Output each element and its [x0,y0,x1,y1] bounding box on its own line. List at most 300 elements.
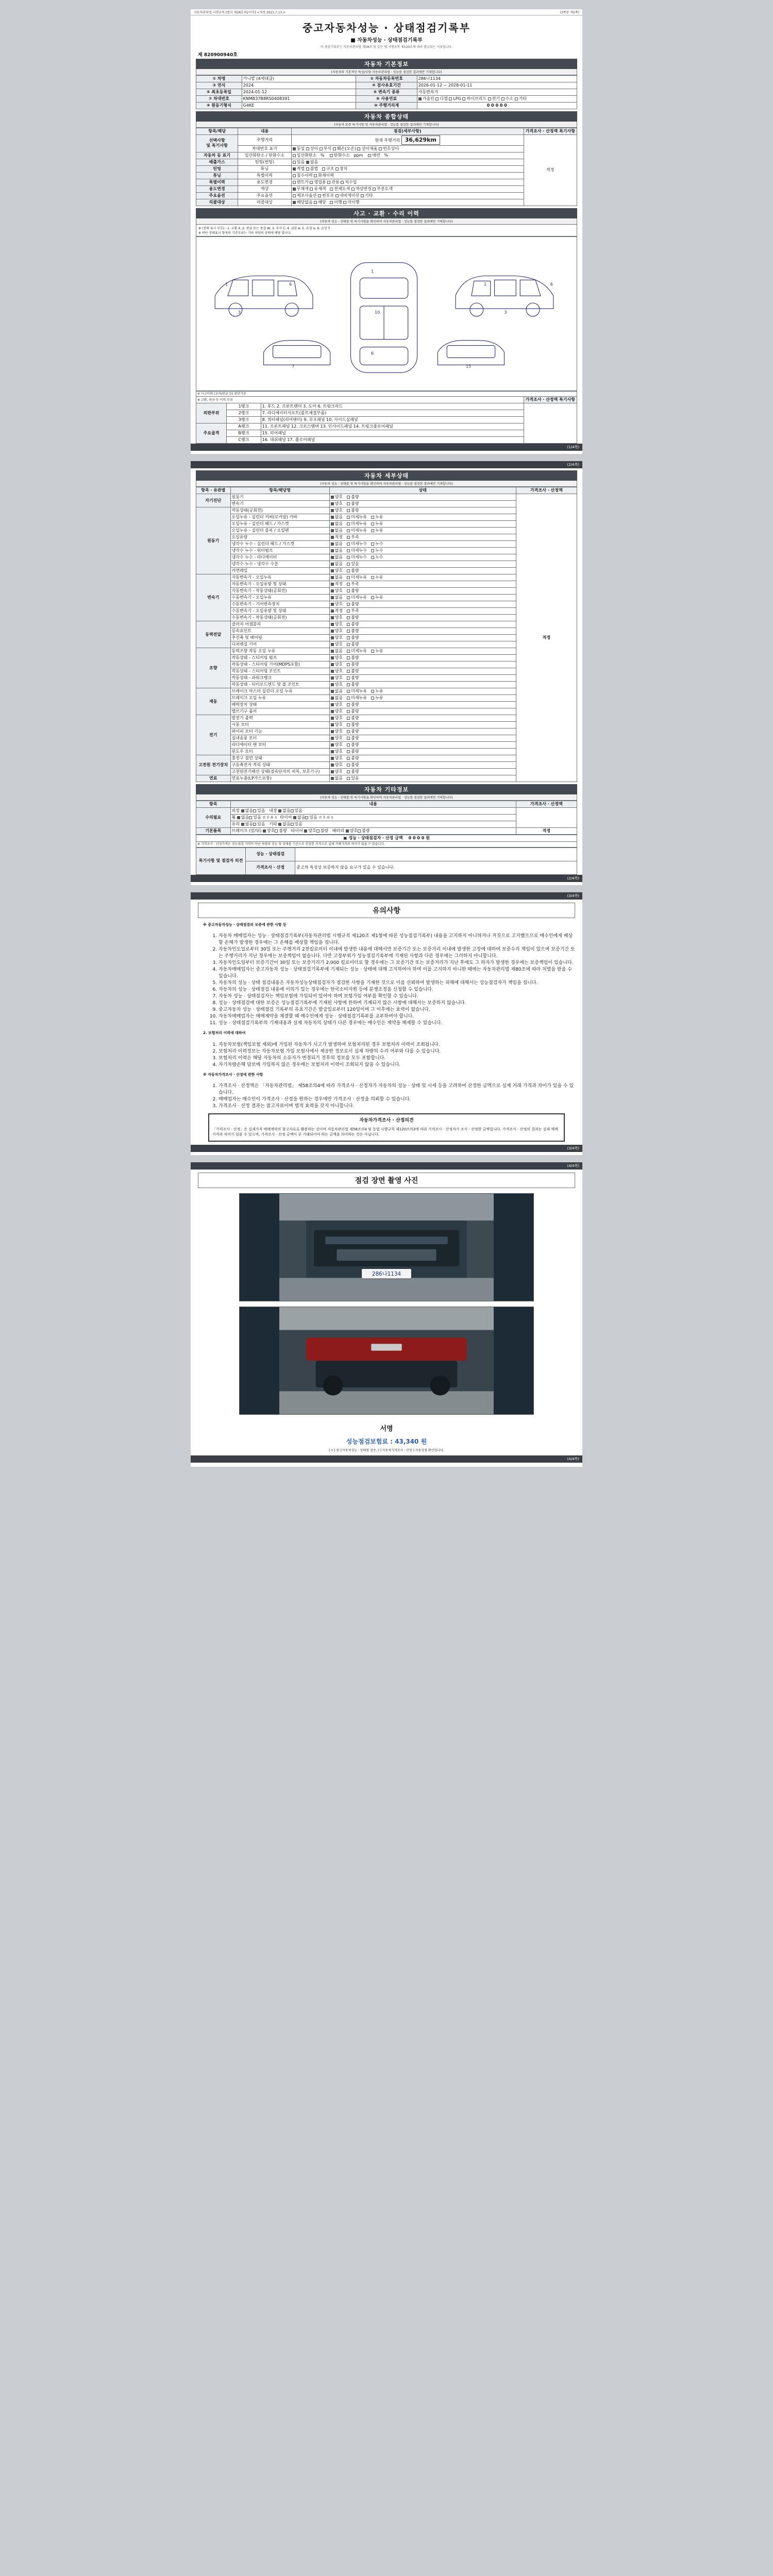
sub-label-exterior: 외장 [231,808,240,814]
table-row [196,397,577,403]
table-row [196,82,577,89]
legend-rank: B랭크 [227,430,261,437]
state-option[interactable]: 미세누수 [347,555,367,560]
detail-item-state[interactable] [329,514,516,521]
state-option[interactable]: 불량 [347,635,359,640]
svg-text:3: 3 [238,310,241,315]
state-option[interactable]: 없음 [331,696,343,700]
state-option[interactable]: 없음 [331,555,343,560]
state-option[interactable]: 양호 [331,635,343,640]
detail-group-label: 전기 [196,715,231,755]
value-inspection-period: 2026-01-12 ~ 2028-01-11 [417,82,577,89]
state-option[interactable]: 양호 [331,642,343,647]
detail-item-state[interactable] [329,588,516,595]
state-option[interactable]: 있음 [347,776,359,781]
svg-text:1: 1 [225,282,228,287]
state-option[interactable]: 미세누유 [347,515,367,519]
legend-sub: ※ 교환, 판금 등 이력 부위 [196,397,524,403]
detail-item-label: 변속기 [230,501,329,507]
state-option[interactable]: 양호 [331,629,343,633]
table-row [196,391,577,397]
notice-item-3: 1. 가격조사 · 산정액은 「자동차관리법」 제58조의4에 따라 가격조사 · 산정자가 자동차의 성능 · 상태 및 시세 등을 고려하여 산정한 금액으로 실제 거래 가격과 차이가 있을 수 있습니다. [219,1082,575,1095]
state-option[interactable]: 미세누유 [347,528,367,533]
cell-usage-detail: 렌트카 영업용 관용 직수입 [291,179,524,185]
state-option[interactable]: 없음 [331,776,343,781]
detail-item-state[interactable] [329,574,516,581]
state-option[interactable]: 양호 [331,675,343,680]
row-label-color: 용도변경 [196,185,238,192]
document-number [198,51,577,58]
detail-item-state[interactable] [329,568,516,574]
cell-repair-glass-etc: 유리 없음 있음 기타 없음 있음 [230,821,516,828]
detail-item-state[interactable] [329,762,516,769]
detail-item-label: 오일누유 - 실린더 헤드 / 가스켓 [230,521,329,528]
state-option[interactable]: 불량 [347,756,359,760]
detail-item-label: 충전구 절연 상태 [230,755,329,762]
table-row [196,835,577,842]
state-option[interactable]: 불량 [347,722,359,727]
detail-item-state[interactable] [329,641,516,648]
page-4 [191,1162,582,1467]
state-option[interactable]: 양호 [331,568,343,573]
state-option[interactable]: 부족 [347,535,359,539]
section-basic-info-note: (자동차의 기본적인 특성/사항 자동차관리법 · 성능를 점검한 결과에만 기재합니다) [196,69,577,75]
state-option[interactable]: 미세누수 [347,541,367,546]
fuel-opt: 하이브리드 [462,96,486,101]
detail-item-label: 작동상태 - 스티어링 기어(MDPS포함) [230,662,329,668]
detail-item-state[interactable] [329,728,516,735]
state-option[interactable]: 누유 [371,515,383,519]
detail-group-label: 제동 [196,688,231,715]
page4-footer: (4/4쪽) [191,1455,582,1463]
photos-title: 점검 장면 촬영 사진 [198,1173,575,1188]
value-car-name: 카니발 (4세대급) [242,76,356,82]
price-opinion-text: 「가격조사 · 산정」은 실제가격 매매계약의 참고자료로 활용하는 것이며 자동차관리법 제58조의4 및 동법 시행규칙 제120조의3에 따라 가격조사 · 산정자가 조사 · 산정한 금액입니다. 가격조사 · 산정의 결과는 실제 매매가격과 차이가 있을 수 있으며, 가격조사 · 산정 금액이 곧 거래되어야 하는 금액을 의미하는 것은 아닙니다. [212,1127,558,1137]
detail-item-state[interactable] [329,702,516,708]
state-option[interactable]: 누유 [371,696,383,700]
state-option[interactable]: 있음 [347,562,359,566]
detail-item-state[interactable] [329,628,516,635]
special-row-label-1: 성능 · 상태점검 [246,848,295,861]
svg-text:6: 6 [289,282,292,287]
label-transmission: ⑥ 변속기 종류 [356,89,417,96]
state-option[interactable]: 부족 [347,608,359,613]
detail-item-state[interactable] [329,668,516,675]
svg-text:15: 15 [465,364,472,369]
row-label-tuning: 틴팅 [196,165,238,172]
label-vin: ⑦ 차대번호 [196,96,242,103]
label-engine-type: ⑨ 원동기형식 [196,103,242,109]
svg-text:7: 7 [292,364,295,369]
table-header-row [196,128,577,135]
detail-item-state[interactable] [329,648,516,655]
state-option[interactable]: 미세누유 [347,689,367,693]
table-row [196,494,577,501]
detail-item-state[interactable] [329,615,516,621]
state-option[interactable]: 양호 [331,736,343,740]
page3-footer: (3/4쪽) [191,1145,582,1152]
detail-item-state[interactable] [329,775,516,782]
detail-item-state[interactable] [329,541,516,548]
state-option[interactable]: 불량 [347,729,359,734]
detail-item-label: 작동상태 - 스티어링 조인트 [230,668,329,675]
detail-item-state[interactable] [329,655,516,662]
detail-group-label: 조향 [196,648,231,688]
detail-item-state[interactable] [329,755,516,762]
detail-item-state[interactable] [329,581,516,588]
state-option[interactable]: 없음 [331,649,343,653]
detail-item-state[interactable] [329,722,516,728]
cell-recall-label: 리콜대상 [238,199,291,206]
legend-parts: 7. 라디에이터서포트(볼트체결부품) [261,410,524,417]
state-option[interactable]: 불량 [347,615,359,620]
state-option[interactable]: 누유 [371,575,383,580]
state-option[interactable]: 불량 [347,709,359,714]
table-row [196,76,577,82]
notice-sub-item: 4. 자기차량손해 담보에 가입하지 않은 경우에는 보험처리 이력이 조회되지 않을 수 있습니다. [219,1061,575,1067]
state-option[interactable]: 양호 [331,709,343,714]
svg-text:6: 6 [550,282,553,287]
detail-item-state[interactable] [329,534,516,541]
fuel-opt: 수소 [501,96,513,101]
detail-item-state[interactable] [329,688,516,695]
state-option[interactable]: 불량 [347,742,359,747]
row-label-basic-items: 기본품목 [196,828,231,835]
table-row [196,179,577,185]
value-plate-no: 286나1134 [417,76,577,82]
cell-history-detail: 침수이력 화재이력 [291,172,524,179]
label-first-reg: ⑤ 최초등록일 [196,89,242,96]
th-price: 가격조사 · 산정액 [516,487,577,494]
page4-topbar [191,1162,582,1170]
accident-note-1: ※ (상태 표시 부호) : 1. 교환 X, 2. 판금 또는 용접 W, 3. 부식 C, 4. 긁힘 A, 5. 요철 U, 6. 손상 T [198,226,330,230]
notice-item-3: 3. 가격조사 · 산정 결과는 참고자료이며 법적 효력을 갖지 아니합니다. [219,1102,575,1109]
sub-label-wheel: 휠 [231,815,236,820]
detail-item-state[interactable] [329,521,516,528]
notice-item: 10. 자동차매매업자는 매매계약을 체결할 때 매수인에게 성능 · 상태점검기록부를 교부하여야 합니다. [219,1012,575,1019]
detail-item-label: 브레이크 마스터 실린더 오일 누유 [230,688,329,695]
row-label-usage: 특별이력 [196,179,238,185]
detail-item-state[interactable] [329,742,516,749]
detail-item-state[interactable] [329,675,516,682]
state-option[interactable]: 불량 [347,501,359,506]
state-option[interactable]: 없음 [331,575,343,580]
row-label-repair-needed: 수리필요 [196,808,231,828]
notice-title: 유의사항 [198,903,575,918]
detail-item-label: 수동변속기 - 기어변속장치 [230,601,329,608]
state-option[interactable]: 양호 [331,756,343,760]
detail-item-label: 작동상태 - 파워크랭크 [230,675,329,682]
state-option[interactable]: 양호 [331,655,343,660]
state-option[interactable]: 불량 [347,568,359,573]
state-option[interactable]: 없음 [331,541,343,546]
state-option[interactable]: 부족 [347,582,359,586]
state-option[interactable]: 불량 [347,622,359,626]
row-label-options: 주요옵션 [196,192,238,199]
notice-item: 6. 자동차의 성능 · 상태점검 내용에 이의가 있는 경우에는 한국소비자원 등에 분쟁조정을 신청할 수 있습니다. [219,986,575,992]
state-option[interactable]: 양호 [331,769,343,774]
value-odometer-digits: 0 0 0 0 0 [417,103,577,109]
state-option[interactable]: 불량 [347,769,359,774]
detail-item-state[interactable] [329,621,516,628]
fuel-opt: 기타 [515,96,527,101]
state-option[interactable]: 불량 [347,508,359,513]
page-title: 중고자동차성능 · 상태점검기록부 [302,22,470,34]
state-option[interactable]: 양호 [331,729,343,734]
legend-rank: 2랭크 [227,410,261,417]
state-option[interactable]: 양호 [331,722,343,727]
state-option[interactable]: 양호 [331,508,343,513]
state-option[interactable]: 양호 [331,602,343,606]
state-option[interactable]: 양호 [331,762,343,767]
row-label-history: 튜닝 [196,172,238,179]
page-indicator: (3쪽중 제1쪽) [560,11,579,14]
cell-basic-price: 적정 [516,828,577,835]
state-option[interactable]: 양호 [331,702,343,707]
detail-item-label: 자동변속기 - 오일누유 [230,574,329,581]
notice-list-3 [198,1082,575,1109]
state-option[interactable]: 누유 [371,528,383,533]
detail-group-label: 자기진단 [196,494,231,507]
detail-item-state[interactable] [329,635,516,641]
state-option[interactable]: 양호 [331,669,343,673]
detail-item-state[interactable] [329,769,516,775]
special-notes-label: 특기사항 및 점검자 의견 [196,848,246,874]
signature-label: 서명 [380,1425,393,1433]
table-header-row [196,487,577,494]
state-option[interactable]: 양호 [331,716,343,720]
state-option[interactable]: 적정 [331,608,343,613]
state-option[interactable]: 미세누유 [347,696,367,700]
basic-item: 배터리 [332,828,344,834]
state-option[interactable]: 없음 [331,595,343,600]
state-option[interactable]: 양호 [331,501,343,506]
state-option[interactable]: 누유 [371,689,383,693]
section-overall-note: (자동차 보증 특기사항 및 자동차관리법 · 성능를 점검한 결과에만 기재합니다) [196,122,577,128]
state-option[interactable]: 양호 [331,588,343,593]
table-row [196,423,577,430]
overall-condition-table [196,128,577,206]
mileage-prefix: 현재 주행거리 [375,138,400,143]
detail-item-label: 동력조향 작동 오일 누유 [230,648,329,655]
state-option[interactable]: 누유 [371,595,383,600]
th-other-item: 항목 [196,801,231,808]
legend-parts: 1. 후드 2. 프론트팬더 3. 도어 6. 트렁크리드 [261,403,524,410]
detail-group-label: 변속기 [196,574,231,621]
th-content: 내용 [238,128,291,135]
detail-item-state[interactable] [329,708,516,715]
state-option[interactable]: 불량 [347,762,359,767]
detail-item-state[interactable] [329,554,516,561]
state-option[interactable]: 미세누유 [347,575,367,580]
detail-item-label: 구동축전지 격리 상태 [230,762,329,769]
notice-item: 2. 자동차인도일로부터 30일 또는 주행거리 2천킬로미터 이내에 발생한 내용에 대해서만 보증기간 또는 보증거리 이내에 발생한 고장에 대하여 보증수리 책임이 있으며 보증기간 또는 주행거리가 지난 경우에는 보증책임이 없습니다. 다만 고장부위가 성능점검기록부에 기재된 사항과 다른 경우에는 그러하지 아니합니다. [219,945,575,959]
row-label-recall: 리콜대상 [196,199,238,206]
detail-item-state[interactable] [329,601,516,608]
detail-item-state[interactable] [329,715,516,722]
table-row [196,199,577,206]
section-overall-title: 자동차 종합상태 [196,111,577,122]
legend-rank: A랭크 [227,423,261,430]
state-option[interactable]: 불량 [347,629,359,633]
state-option[interactable]: 양호 [331,742,343,747]
state-option[interactable]: 누수 [371,541,383,546]
sub-label-tire: 타이어 [280,815,292,820]
state-option[interactable]: 양호 [331,749,343,754]
legend-rank: 1랭크 [227,403,261,410]
photo-2-svg [240,1307,533,1414]
state-option[interactable]: 양호 [331,615,343,620]
state-option[interactable]: 불량 [347,662,359,667]
value-first-reg: 2024-01-12 [242,89,356,96]
accident-note-2: ※ 하단 상태표시 항목의 기준부위는 기타 차량의 상태에 해당 합니다. [198,231,292,235]
basic-info-table [196,75,577,109]
table-row [196,828,577,835]
notice-item: 5. 자동차의 성능 · 상태 점검내용은 자동차성능상태점검자가 점검한 사항을 기재한 것으로 이를 신뢰하여 발생하는 피해에 대해서는 성능점검자가 책임을 집니다. [219,979,575,986]
svg-text:1: 1 [483,282,486,287]
th-group: 항목 · 유관별 [196,487,231,494]
state-option[interactable]: 미세누유 [347,521,367,526]
special-row-value-2: 중고차 특성상 보증하지 않을 요구가 있을 수 있습니다. [295,861,577,874]
detail-item-state[interactable] [329,695,516,702]
state-option[interactable]: 없음 [331,689,343,693]
detail-item-state[interactable] [329,682,516,688]
detail-item-state[interactable] [329,507,516,514]
label-car-name: ① 차명 [196,76,242,82]
detail-group-label: 원동기 [196,507,231,574]
state-option[interactable]: 없음 [331,528,343,533]
detail-item-state[interactable] [329,528,516,534]
cell-mileage-detail [291,135,524,146]
detail-item-state[interactable] [329,561,516,568]
table-row [196,403,577,410]
page1-topbar [191,9,582,15]
state-option[interactable]: 양호 [331,495,343,499]
state-option[interactable]: 누유 [371,521,383,526]
state-option[interactable]: 불량 [347,675,359,680]
table-row [196,145,577,152]
detail-item-state[interactable] [329,735,516,742]
cell-tint-label: 틴팅(썬팅) [238,159,291,165]
cell-repair-ext-int: 외장 없음 있음 내장 없음 있음 [230,808,516,815]
detail-item-state[interactable] [329,494,516,501]
cell-tuning-detail: 적법 불법 구조 장치 [291,165,524,172]
state-option[interactable]: 불량 [347,749,359,754]
section-other-title: 자동차 기타정보 [196,784,577,794]
legend-parts: 8. 쿼터패널(리어팬더) 9. 루프패널 10. 사이드실패널 [261,417,524,423]
state-option[interactable]: 적정 [331,582,343,586]
state-option[interactable]: 불량 [347,655,359,660]
value-vin: KNMB37B8RS0408391 [242,96,356,103]
state-option[interactable]: 불량 [347,495,359,499]
state-option[interactable]: 불량 [347,669,359,673]
doc-number-value: 820900940호 [204,53,238,58]
label-fuel: ⑧ 사용연료 [356,96,417,103]
state-option[interactable]: 적정 [331,535,343,539]
state-option[interactable]: 불량 [347,682,359,687]
detail-item-state[interactable] [329,595,516,601]
state-option[interactable]: 없음 [331,521,343,526]
state-option[interactable]: 누수 [371,548,383,553]
detail-item-state[interactable] [329,749,516,755]
state-option[interactable]: 불량 [347,702,359,707]
tire-positions: 전 후 좌 우 [318,816,334,820]
legend-group-frame: 주요골격 [196,423,227,444]
photos-caption: [ Y ] 중고자동차성능 · 상태점 검증, [ ] 자동차가격조사 · 산정 ] 자동검점 확인업니다. [329,1448,444,1452]
state-option[interactable]: 누수 [371,555,383,560]
state-option[interactable]: 불량 [347,736,359,740]
state-option[interactable]: 불량 [347,716,359,720]
detail-item-state[interactable] [329,548,516,554]
detail-item-label: 추진축 및 베어링 [230,635,329,641]
detail-item-label: 시동 모터 [230,722,329,728]
cell-history-label: 특별이력 [238,172,291,179]
detail-item-state[interactable] [329,662,516,668]
state-option[interactable]: 미세누유 [347,595,367,600]
detail-item-label: 오일누유 - 실린더 블록 / 오일팬 [230,528,329,534]
cell-basic-items: 브레이크 (앞/뒤) 양호 불량 타이어 양호 불량 배터리 양호 불량 [230,828,516,835]
state-option[interactable]: 미세누유 [347,649,367,653]
table-row [196,152,577,159]
state-option[interactable]: 불량 [347,642,359,647]
detail-item-state[interactable] [329,501,516,507]
state-option[interactable]: 양호 [331,682,343,687]
state-option[interactable]: 불량 [347,588,359,593]
detail-item-label: 연료누출(LP가스포함) [230,775,329,782]
page3-topbar [191,892,582,900]
total-price-note: ※ 가격조사 · 산정가격은 성능점검 가격이 아닌 차량의 성능 및 상태를 기준으로 산정한 가격으로 실제 거래가격과 차이가 있을 수 있습니다. [196,842,577,848]
notice-heading-3: ※ 자동차가격조사 · 산정에 관한 사항 [203,1072,263,1077]
wheel-positions: 전 후 좌 우 [262,816,278,820]
detail-item-label: 디퍼렌셜 기어 [230,641,329,648]
table-row [196,417,577,423]
cell-overall-note: 적정 [524,135,577,206]
notice-item: 4. 자동차매매업자는 중고자동차 성능 · 상태점검기록부에 기재되는 성능 · 상태에 대해 고지하여야 하며 이를 고지하지 아니한 때에는 자동차관리법 제80조에 따라 처벌을 받을 수 있습니다. [219,965,575,979]
legend-parts: 15. 리어패널 [261,430,524,437]
notice-item-3: 2. 매매업자는 매수인이 가격조사 · 산정을 원하는 경우에만 가격조사 · 산정을 의뢰할 수 있습니다. [219,1095,575,1102]
cell-repair-wheel-tire: 휠 없음 있음 전 후 좌 우 타이어 없음 있음 전 후 좌 우 [230,815,516,821]
state-option[interactable]: 없음 [331,548,343,553]
table-row [196,848,577,861]
state-option[interactable]: 미세누수 [347,548,367,553]
detail-item-label: 수동변속기 - 오일유량 및 상태 [230,608,329,615]
state-option[interactable]: 없음 [331,515,343,519]
section-detail-title: 자동차 세부상태 [196,470,577,481]
table-row [196,861,577,874]
th-note: 가격조사 · 산정액 특기사항 [524,128,577,135]
legend-rank: C랭크 [227,437,261,444]
legend-group-outer: 외판부위 [196,403,227,423]
detail-item-label: 윈도우 모터 [230,749,329,755]
state-option[interactable]: 양호 [331,662,343,667]
th-state: 상태 [329,487,516,494]
value-transmission: 자동변속기 [417,89,577,96]
detail-item-state[interactable] [329,608,516,615]
state-option[interactable]: 없음 [331,562,343,566]
detail-item-label: 오일누유 - 실린더 커버(로커암) 카바 [230,514,329,521]
page3-topbar-right: (3/4쪽) [567,893,579,898]
state-option[interactable]: 불량 [347,602,359,606]
section-accident-note: (자동차 성능 · 상태를 및 특기사항을 확인하여 자동차관리법 · 성능를 점검한 결과에만 기재합니다) [196,218,577,225]
state-option[interactable]: 누유 [371,649,383,653]
detail-price-note: 적정 [516,494,577,782]
car-diagram-svg [196,237,577,391]
value-engine-type: G4KE [242,103,356,109]
detail-item-label: 라디에이터 팬 모터 [230,742,329,749]
legend-note-header: 가격조사 · 산정액 특기사항 [524,397,577,403]
value-year: 2024 [242,82,356,89]
state-option[interactable]: 양호 [331,622,343,626]
